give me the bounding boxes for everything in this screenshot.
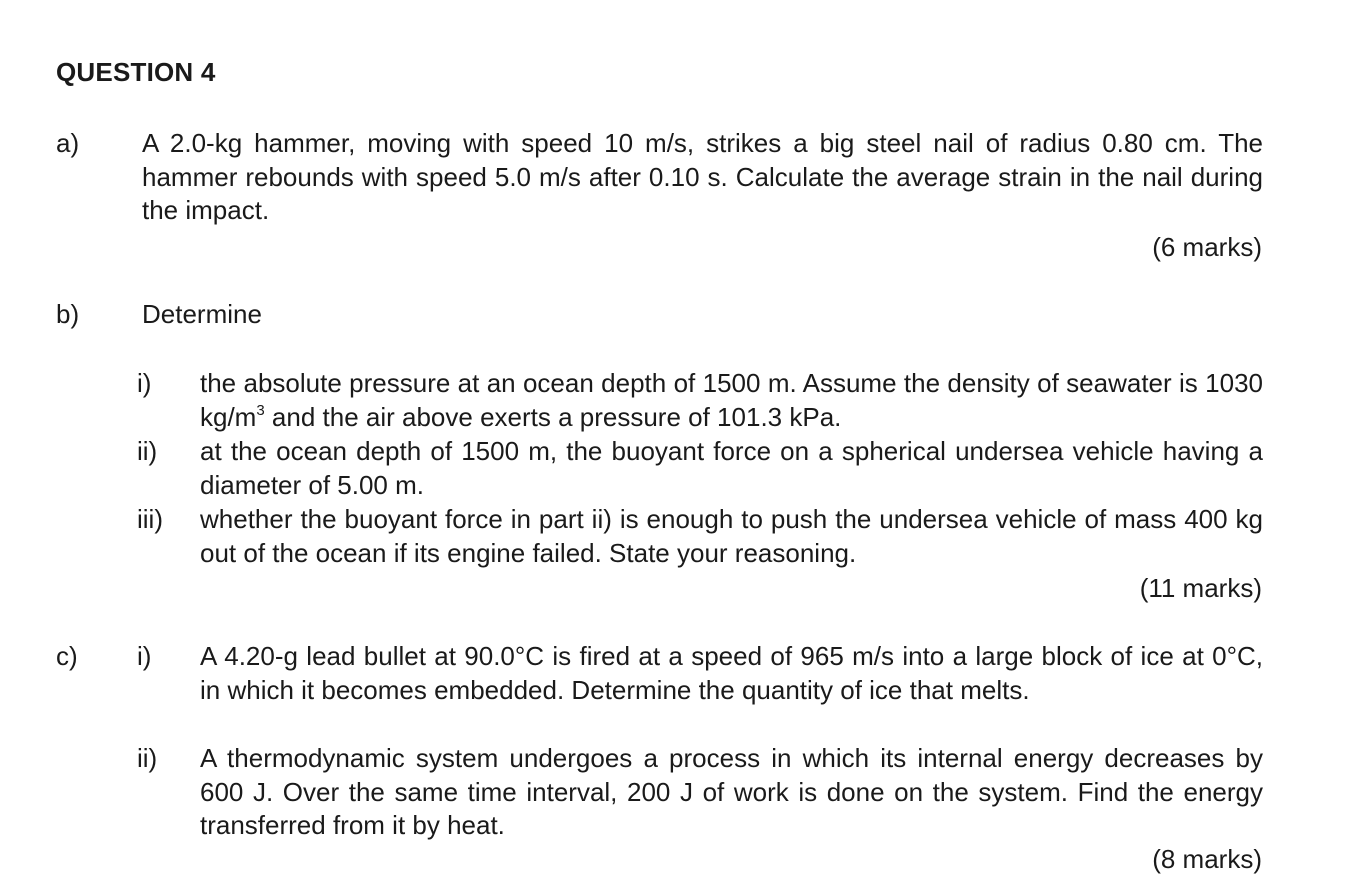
question-title: QUESTION 4 <box>56 57 216 87</box>
part-b-intro: Determine <box>142 299 262 329</box>
part-a-label: a) <box>56 128 80 158</box>
part-b-ii-text: at the ocean depth of 1500 m, the buoyant force on a spherical undersea vehicle having a diameter of 5.00 m. <box>200 436 1263 500</box>
part-b-iii-label: iii) <box>137 504 163 534</box>
part-c-ii-text: A thermodynamic system undergoes a process in which its internal energy decreases by 600 J. Over the same time interval, 200 J of work is done on the system. Find the energy transferred from it by heat. <box>200 743 1263 840</box>
part-c-ii-label: ii) <box>137 743 158 773</box>
part-b-iii-text: whether the buoyant force in part ii) is enough to push the undersea vehicle of mass 400 kg out of the ocean if its engine failed. State your reasoning. <box>200 504 1263 568</box>
part-a-text: A 2.0-kg hammer, moving with speed 10 m/s, strikes a big steel nail of radius 0.80 cm. The hammer rebounds with speed 5.0 m/s after 0.10 s. Calculate the average strain in the nail during the impact. <box>142 128 1263 225</box>
part-b-i-text <box>200 367 1263 434</box>
part-c-i-text: A 4.20-g lead bullet at 90.0°C is fired at a speed of 965 m/s into a large block of ice at 0°C, in which it becomes embedded. Determine the quantity of ice that melts. <box>200 641 1263 705</box>
part-c-i-label: i) <box>137 641 152 671</box>
part-b-label: b) <box>56 299 80 329</box>
part-b-i-label: i) <box>137 368 152 398</box>
part-c-label: c) <box>56 641 78 671</box>
part-a-marks: (6 marks) <box>1152 232 1262 262</box>
part-c-marks: (8 marks) <box>1152 844 1262 874</box>
part-b-marks: (11 marks) <box>1139 573 1262 603</box>
superscript-exponent: 3 <box>256 401 265 419</box>
part-b-i-text-after: and the air above exerts a pressure of 101.3 kPa. <box>264 401 842 432</box>
part-b-ii-label: ii) <box>137 436 158 466</box>
part-b-i-text-before: the absolute pressure at an ocean depth of 1500 m. Assume the density of seawater is 1030 kg/m <box>200 368 1263 432</box>
